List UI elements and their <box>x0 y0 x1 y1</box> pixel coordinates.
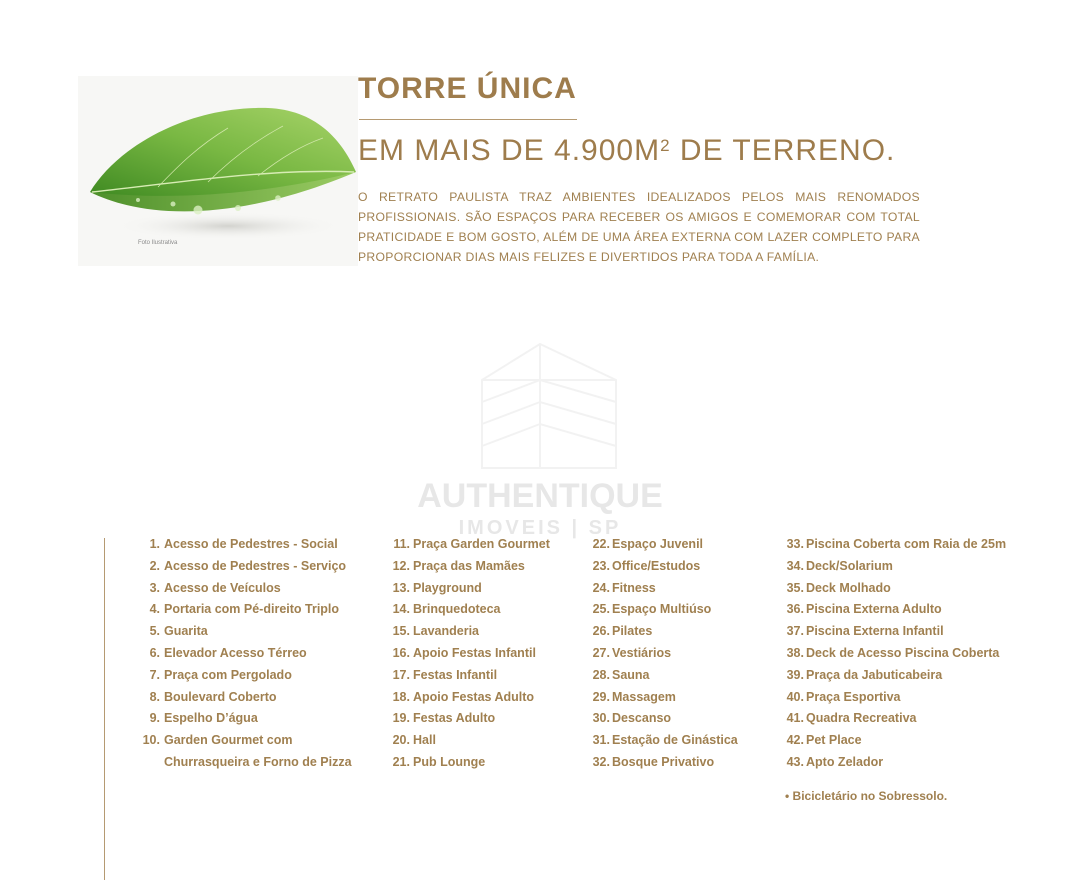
item-number: 5. <box>149 624 160 639</box>
item-number: 34. <box>786 558 804 573</box>
item-label: Pet Place <box>806 733 862 748</box>
item-label: Churrasqueira e Forno de Pizza <box>164 754 352 769</box>
item-number: 22. <box>592 537 610 551</box>
leaf-photo <box>78 76 358 266</box>
item-label: Brinquedoteca <box>413 602 501 617</box>
item-number: 6. <box>149 645 160 660</box>
item-label: Acesso de Veículos <box>164 580 281 595</box>
item-label: Fitness <box>612 580 656 595</box>
item-label: Deck de Acesso Piscina Coberta <box>806 645 1000 660</box>
item-number: 18. <box>392 689 410 704</box>
watermark-subbrand: IMOVEIS | SP <box>458 517 622 539</box>
item-number: 7. <box>149 667 160 682</box>
item-number: 3. <box>149 580 160 595</box>
item-label: Guarita <box>164 624 208 639</box>
item-number: 17. <box>392 667 410 682</box>
item-number: 20. <box>392 733 410 748</box>
item-label: Apoio Festas Adulto <box>413 689 535 704</box>
page-subtitle <box>358 134 895 168</box>
item-number: 19. <box>392 711 410 726</box>
item-number: 43. <box>786 754 804 769</box>
subtitle-end: DE TERRENO. <box>670 134 896 167</box>
item-label: Estação de Ginástica <box>612 733 738 748</box>
item-number: 38. <box>786 645 804 660</box>
item-number: 26. <box>592 624 610 639</box>
item-label: Hall <box>413 733 436 748</box>
item-number: 1. <box>149 537 160 551</box>
item-label: Quadra Recreativa <box>806 711 917 726</box>
item-number: 25. <box>592 602 610 617</box>
item-label: Apto Zelador <box>806 754 884 769</box>
item-label: Festas Adulto <box>413 711 496 726</box>
item-label: Praça Garden Gourmet <box>413 537 550 551</box>
item-number: 35. <box>786 580 804 595</box>
item-label: Bosque Privativo <box>612 754 715 769</box>
item-number: 12. <box>392 558 410 573</box>
item-label: Deck/Solarium <box>806 558 893 573</box>
item-number: 37. <box>786 624 804 639</box>
item-label: Praça da Jabuticabeira <box>806 667 943 682</box>
item-label: Pilates <box>612 624 653 639</box>
item-number: 40. <box>786 689 804 704</box>
photo-caption: Foto Ilustrativa <box>138 240 178 246</box>
item-number: 32. <box>592 754 610 769</box>
item-label: Praça com Pergolado <box>164 667 292 682</box>
title-divider <box>359 119 577 120</box>
item-label: Boulevard Coberto <box>164 689 277 704</box>
item-label: Piscina Externa Adulto <box>806 602 942 617</box>
item-label: Office/Estudos <box>612 558 701 573</box>
item-label: Lavanderia <box>413 624 480 639</box>
item-label: Piscina Externa Infantil <box>806 624 944 639</box>
item-label: Espelho D’água <box>164 711 258 726</box>
item-number: 28. <box>592 667 610 682</box>
item-label: Descanso <box>612 711 672 726</box>
item-number: 30. <box>592 711 610 726</box>
item-number: 39. <box>786 667 804 682</box>
item-label: Vestiários <box>612 645 672 660</box>
item-label: Playground <box>413 580 482 595</box>
item-number: 15. <box>392 624 410 639</box>
item-number: 23. <box>592 558 610 573</box>
item-label: Apoio Festas Infantil <box>413 645 536 660</box>
item-label: Praça Esportiva <box>806 689 901 704</box>
item-label: Deck Molhado <box>806 580 891 595</box>
item-number: 9. <box>149 711 160 726</box>
item-number: 42. <box>786 733 804 748</box>
item-label: Espaço Juvenil <box>612 537 704 551</box>
item-label: Festas Infantil <box>413 667 498 682</box>
item-label: Sauna <box>612 667 650 682</box>
item-label: Acesso de Pedestres - Social <box>164 537 338 551</box>
item-label: Massagem <box>612 689 676 704</box>
item-label: Espaço Multiúso <box>612 602 712 617</box>
item-number: 11. <box>393 537 410 551</box>
item-number: 13. <box>392 580 410 595</box>
item-label: Garden Gourmet com <box>164 733 293 748</box>
item-number: 2. <box>149 558 160 573</box>
item-number: 16. <box>392 645 410 660</box>
page-title: TORRE ÚNICA <box>358 72 577 105</box>
item-number: 41. <box>786 711 804 726</box>
item-number: 31. <box>592 733 610 748</box>
watermark-brand: AUTHENTIQUE <box>417 477 663 515</box>
item-number: 33. <box>786 537 804 551</box>
item-label: Portaria com Pé-direito Triplo <box>164 602 340 617</box>
item-number: 14. <box>392 602 410 617</box>
left-vertical-rule <box>104 538 105 880</box>
item-number: 8. <box>149 689 160 704</box>
item-label: Pub Lounge <box>413 754 486 769</box>
item-number: 24. <box>592 580 610 595</box>
item-number: 36. <box>786 602 804 617</box>
intro-paragraph: O RETRATO PAULISTA TRAZ AMBIENTES IDEALIZADOS PELOS MAIS RENOMADOS PROFISSIONAIS. SÃO ESPAÇOS PARA RECEBER OS AMIGOS E COMEMORAR COM TOTAL PRATICIDADE E BOM GOSTO, ALÉM DE UMA ÁREA EXTERNA COM LAZER COMPLETO PARA PROPORCIONAR DIAS MAIS FELIZES E DIVERTIDOS PARA TODA A FAMÍLIA. <box>358 190 920 264</box>
item-label: Praça das Mamães <box>413 558 525 573</box>
item-number: 10. <box>142 733 160 748</box>
item-label: Acesso de Pedestres - Serviço <box>164 558 347 573</box>
item-number: 27. <box>592 645 610 660</box>
subtitle-main: EM MAIS DE 4.900M <box>358 134 661 167</box>
item-label: Elevador Acesso Térreo <box>164 645 307 660</box>
item-number: 4. <box>149 602 160 617</box>
item-label: Piscina Coberta com Raia de 25m <box>806 537 1007 551</box>
subtitle-superscript: 2 <box>660 136 671 155</box>
item-number: 21. <box>392 754 410 769</box>
footnote: • Bicicletário no Sobressolo. <box>785 789 948 803</box>
leaf-icon <box>78 76 358 266</box>
item-number: 29. <box>592 689 610 704</box>
